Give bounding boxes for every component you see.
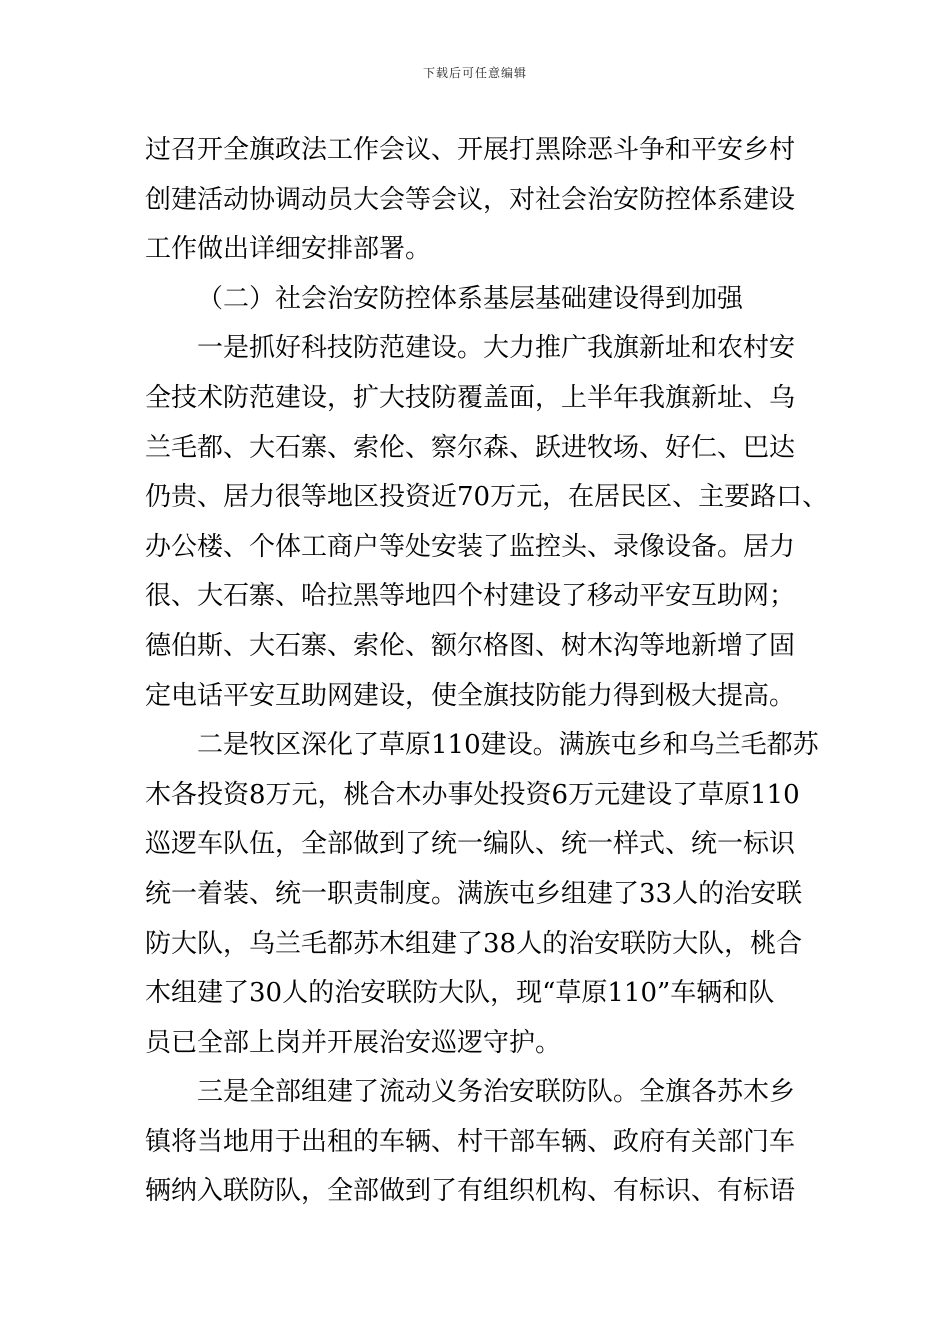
text-line: 兰毛都、大石寨、索伦、察尔森、跃进牧场、好仁、巴达 (145, 432, 796, 463)
text-line: 定电话平安互助网建设，使全旗技防能力得到极大提高。 (145, 680, 796, 711)
paragraph-first-line: 二是牧区深化了草原110建设。满族屯乡和乌兰毛都苏 (197, 730, 819, 761)
text-line: 木组建了30人的治安联防大队，现“草原110”车辆和队 (145, 978, 775, 1009)
text-line: 过召开全旗政法工作会议、开展打黑除恶斗争和平安乡村 (145, 135, 796, 165)
paragraph-first-line: 一是抓好科技防范建设。大力推广我旗新址和农村安 (197, 333, 796, 364)
text-line: 办公楼、个体工商户等处安装了监控头、录像设备。居力 (145, 531, 796, 562)
text-line: 巡逻车队伍，全部做到了统一编队、统一样式、统一标识 (145, 829, 796, 860)
text-line: 创建活动协调动员大会等会议，对社会治安防控体系建设 (145, 184, 796, 215)
text-line: 德伯斯、大石寨、索伦、额尔格图、树木沟等地新增了固 (145, 630, 796, 661)
text-line: 工作做出详细安排部署。 (145, 234, 432, 265)
text-line: 木各投资8万元，桃合木办事处投资6万元建设了草原110 (145, 779, 800, 810)
document-body (145, 126, 829, 1217)
section-heading: （二）社会治安防控体系基层基础建设得到加强 (197, 283, 744, 314)
text-line: 很、大石寨、哈拉黑等地四个村建设了移动平安互助网； (145, 581, 796, 612)
page-header: 下载后可任意编辑 (422, 66, 527, 80)
text-line: 仍贵、居力很等地区投资近70万元，在居民区、主要路口、 (145, 482, 829, 513)
text-line: 统一着装、统一职责制度。满族屯乡组建了33人的治安联 (145, 878, 803, 909)
paragraph-first-line: 三是全部组建了流动义务治安联防队。全旗各苏木乡 (197, 1077, 796, 1108)
text-line: 全技术防范建设，扩大技防覆盖面，上半年我旗新址、乌 (145, 382, 796, 413)
text-line: 员已全部上岗并开展治安巡逻守护。 (145, 1027, 562, 1058)
text-line: 防大队，乌兰毛都苏木组建了38人的治安联防大队，桃合 (145, 928, 803, 959)
text-line: 辆纳入联防队，全部做到了有组织机构、有标识、有标语 (145, 1176, 796, 1207)
text-line: 镇将当地用于出租的车辆、村干部车辆、政府有关部门车 (145, 1126, 796, 1157)
